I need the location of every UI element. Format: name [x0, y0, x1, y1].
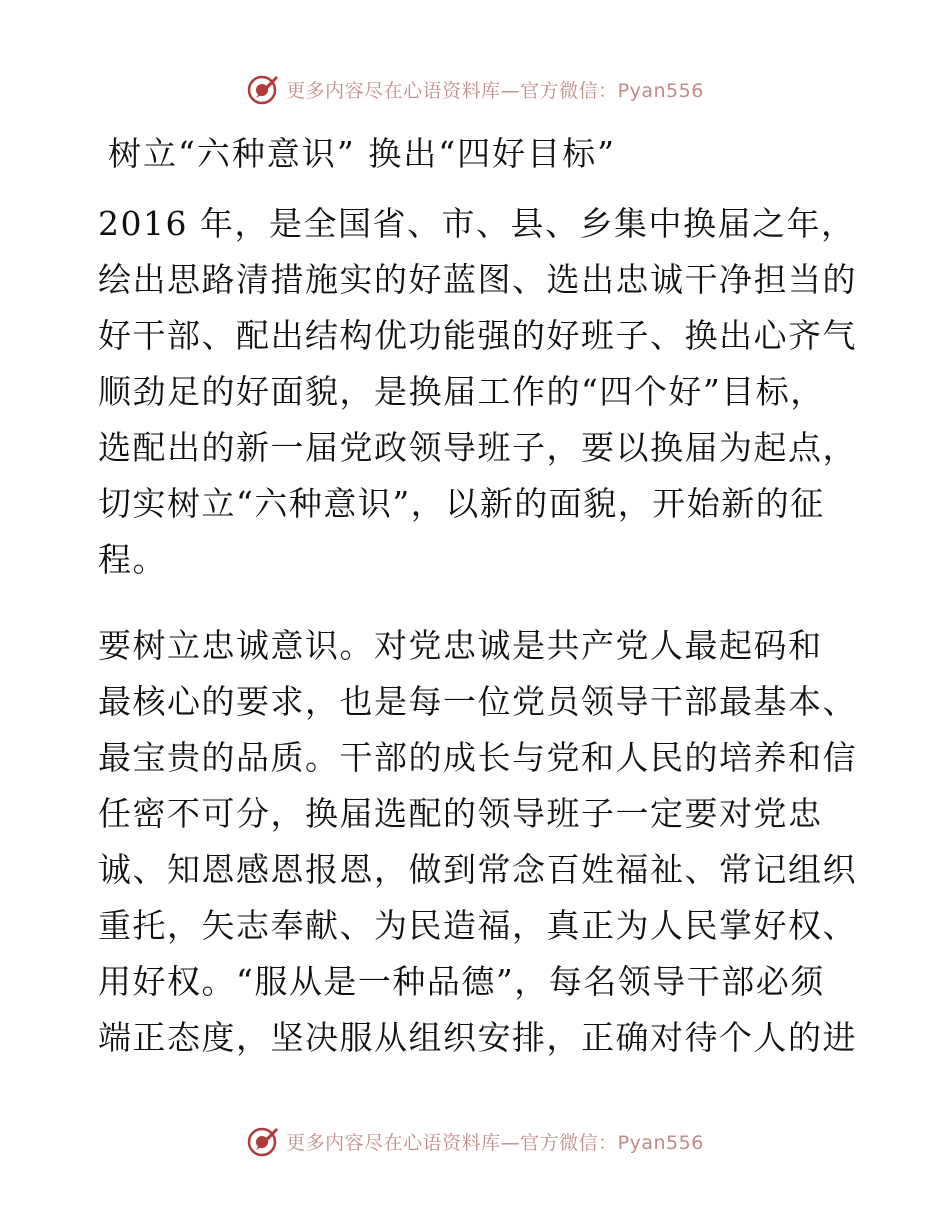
footer-watermark-text: 更多内容尽在心语资料库—官方微信：Pyan556 [286, 1131, 704, 1154]
footer-watermark [0, 1124, 950, 1158]
paragraph-line: 绘出思路清措施实的好蓝图、选出忠诚干净担当的 [98, 260, 857, 299]
paragraph-line: 2016 年，是全国省、市、县、乡集中换届之年， [98, 204, 856, 243]
paragraph-1 [98, 196, 857, 588]
paragraph-line: 最宝贵的品质。干部的成长与党和人民的培养和信 [98, 738, 857, 777]
paragraph-line: 重托，矢志奉献、为民造福，真正为人民掌好权、 [98, 906, 857, 945]
paragraph-line: 任密不可分，换届选配的领导班子一定要对党忠 [98, 794, 823, 833]
paragraph-line: 顺劲足的好面貌，是换届工作的“四个好”目标， [98, 372, 825, 411]
document-title: 树立“六种意识” 换出“四好目标” [108, 134, 616, 173]
quill-logo-icon [246, 72, 280, 106]
paragraph-line: 诚、知恩感恩报恩，做到常念百姓福祉、常记组织 [98, 850, 857, 889]
paragraph-line: 程。 [98, 540, 167, 579]
paragraph-line: 要树立忠诚意识。对党忠诚是共产党人最起码和 [98, 626, 823, 665]
paragraph-line: 好干部、配出结构优功能强的好班子、换出心齐气 [98, 316, 857, 355]
paragraph-line: 最核心的要求，也是每一位党员领导干部最基本、 [98, 682, 857, 721]
header-watermark-text: 更多内容尽在心语资料库—官方微信：Pyan556 [286, 79, 704, 102]
paragraph-line: 用好权。“服从是一种品德”，每名领导干部必须 [98, 962, 825, 1001]
header-watermark [0, 72, 950, 106]
paragraph-2 [98, 618, 857, 1066]
paragraph-line: 选配出的新一届党政领导班子，要以换届为起点， [98, 428, 857, 467]
quill-logo-icon [246, 1124, 280, 1158]
paragraph-line: 切实树立“六种意识”，以新的面貌，开始新的征 [98, 484, 825, 523]
paragraph-line: 端正态度，坚决服从组织安排，正确对待个人的进 [98, 1018, 857, 1057]
